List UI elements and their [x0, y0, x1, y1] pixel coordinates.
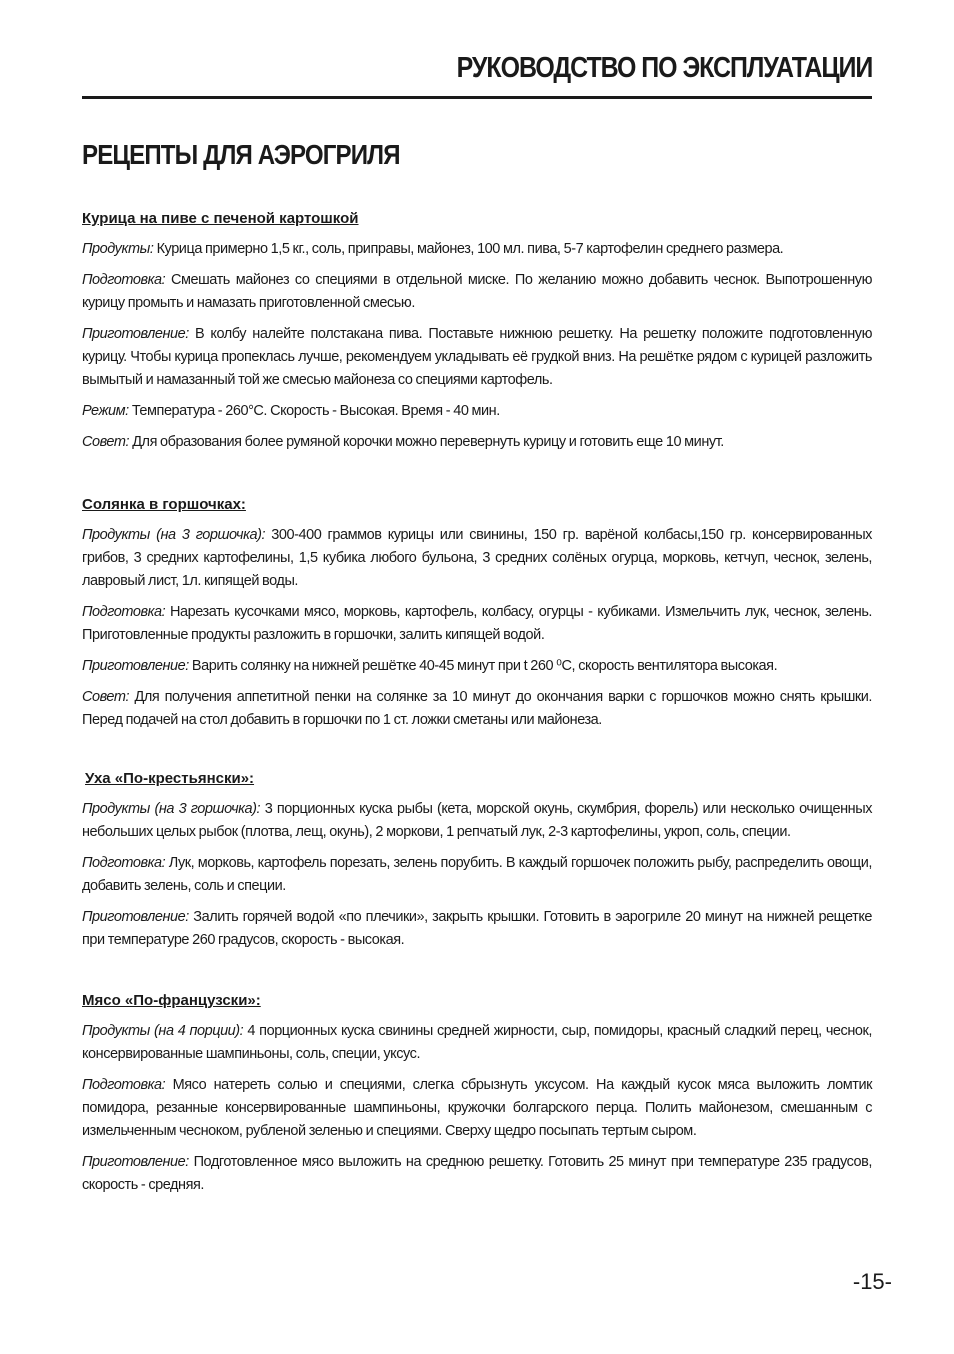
recipe-ingredients	[82, 524, 872, 593]
page-title: РЕЦЕПТЫ ДЛЯ АЭРОГРИЛЯ	[82, 139, 400, 170]
page-number: -15-	[852, 1269, 892, 1294]
recipe-ingredients	[82, 798, 872, 844]
paragraph-label: Продукты (на 3 горшочка):	[82, 801, 261, 817]
recipe-preparation	[82, 269, 872, 315]
recipe-title: Курица на пиве с печеной картошкой	[82, 210, 359, 227]
paragraph-label: Подготовка:	[82, 604, 166, 620]
recipe-chicken-beer	[82, 208, 872, 454]
paragraph-label: Подготовка:	[82, 272, 166, 288]
recipe-tip	[82, 686, 872, 732]
paragraph-text: 3 порционных куска рыбы (кета, морской окунь, скумбрия, форель) или несколько очищенных небольших целых рыбок (плотва, лещ, окунь), 2 моркови, 1 репчатый лук, 2-3 картофелины, укроп, соль, специи.	[82, 801, 872, 840]
paragraph-label: Подготовка:	[82, 1077, 166, 1093]
recipe-fish-soup	[82, 768, 872, 952]
paragraph-label: Совет:	[82, 689, 130, 705]
recipe-preparation	[82, 601, 872, 647]
paragraph-text: Залить горячей водой «по плечики», закрыть крышки. Готовить в эарогриле 20 минут на нижней рещетке при температуре 260 градусов, скорость - высокая.	[82, 909, 872, 948]
recipe-preparation	[82, 1074, 872, 1143]
paragraph-text: Смешать майонез со специями в отдельной миске. По желанию можно добавить чеснок. Выпотрошенную курицу промыть и намазать приготовленной смесью.	[82, 272, 872, 311]
paragraph-text: Для получения аппетитной пенки на солянке за 10 минут до окончания варки с горшочков можно снять крышки. Перед подачей на стол добавить в горшочки по 1 ст. ложки сметаны или майонеза.	[82, 689, 872, 728]
recipe-cooking	[82, 323, 872, 392]
paragraph-label: Приготовление:	[82, 909, 189, 925]
paragraph-text: Курица примерно 1,5 кг., соль, приправы, майонез, 100 мл. пива, 5-7 картофелин среднего размера.	[153, 241, 784, 257]
recipe-mode	[82, 400, 872, 423]
paragraph-text: Варить солянку на нижней решётке 40-45 минут при t 260 ⁰С, скорость вентилятора высокая.	[188, 658, 778, 674]
recipe-title: Солянка в горшочках:	[82, 496, 246, 513]
recipe-french-meat	[82, 990, 872, 1197]
paragraph-label: Режим:	[82, 403, 129, 419]
recipe-cooking	[82, 906, 872, 952]
paragraph-label: Продукты (на 4 порции):	[82, 1023, 244, 1039]
recipe-ingredients	[82, 238, 872, 261]
paragraph-text: Подготовленное мясо выложить на среднюю решетку. Готовить 25 минут при температуре 235 градусов, скорость - средняя.	[82, 1154, 872, 1193]
paragraph-text: 4 порционных куска свинины средней жирности, сыр, помидоры, красный сладкий перец, чеснок, консервированные шампиньоны, соль, специи, уксус.	[82, 1023, 872, 1062]
paragraph-label: Продукты (на 3 горшочка):	[82, 527, 266, 543]
header-divider	[82, 96, 872, 99]
paragraph-label: Приготовление:	[82, 658, 189, 674]
paragraph-text: Лук, морковь, картофель порезать, зелень порубить. В каждый горшочек положить рыбу, распределить овощи, добавить зелень, соль и специи.	[82, 855, 872, 894]
paragraph-text: Нарезать кусочками мясо, морковь, картофель, колбасу, огурцы - кубиками. Измельчить лук, чеснок, зелень. Приготовленные продукты разложить в горшочки, залить кипящей водой.	[82, 604, 872, 643]
manual-header-title: РУКОВОДСТВО ПО ЭКСПЛУАТАЦИИ	[456, 52, 872, 84]
paragraph-label: Приготовление:	[82, 1154, 189, 1170]
recipe-tip	[82, 431, 872, 454]
recipe-title: Уха «По-крестьянски»:	[85, 770, 255, 787]
recipe-preparation	[82, 852, 872, 898]
paragraph-label: Совет:	[82, 434, 130, 450]
recipe-ingredients	[82, 1020, 872, 1066]
paragraph-label: Приготовление:	[82, 326, 189, 342]
paragraph-text: В колбу налейте полстакана пива. Поставьте нижнюю решетку. На решетку положите подготовленную курицу. Чтобы курица пропеклась лучше, рекомендуем укладывать её грудкой вниз. На решётке рядом с курицей разложить вымытый и намазанный той же смесью майонеза со специями картофель.	[82, 326, 872, 388]
paragraph-text: 300-400 граммов курицы или свинины, 150 гр. варёной колбасы,150 гр. консервированных грибов, 3 средних картофелины, 1,5 кубика любого бульона, 3 средних солёных огурца, морковь, кетчуп, чеснок, зелень, лавровый лист, 1л. кипящей воды.	[82, 527, 872, 589]
paragraph-text: Для образования более румяной корочки можно перевернуть курицу и готовить еще 10 минут.	[129, 434, 724, 450]
paragraph-label: Продукты:	[82, 241, 154, 257]
paragraph-text: Температура - 260°С. Скорость - Высокая. Время - 40 мин.	[128, 403, 500, 419]
recipe-cooking	[82, 655, 872, 678]
paragraph-text: Мясо натереть солью и специями, слегка сбрызнуть уксусом. На каждый кусок мяса выложить ломтик помидора, резанные консервированные шампиньоны, кружочки болгарского перца. Полить майонезом, смешанным с измельченным чесноком, рубленой зеленью и специями. Сверху щедро посыпать тертым сыром.	[82, 1077, 872, 1139]
recipe-cooking	[82, 1151, 872, 1197]
recipe-title: Мясо «По-французски»:	[82, 992, 261, 1009]
recipes-content	[82, 208, 872, 1237]
paragraph-label: Подготовка:	[82, 855, 166, 871]
recipe-solyanka	[82, 494, 872, 732]
